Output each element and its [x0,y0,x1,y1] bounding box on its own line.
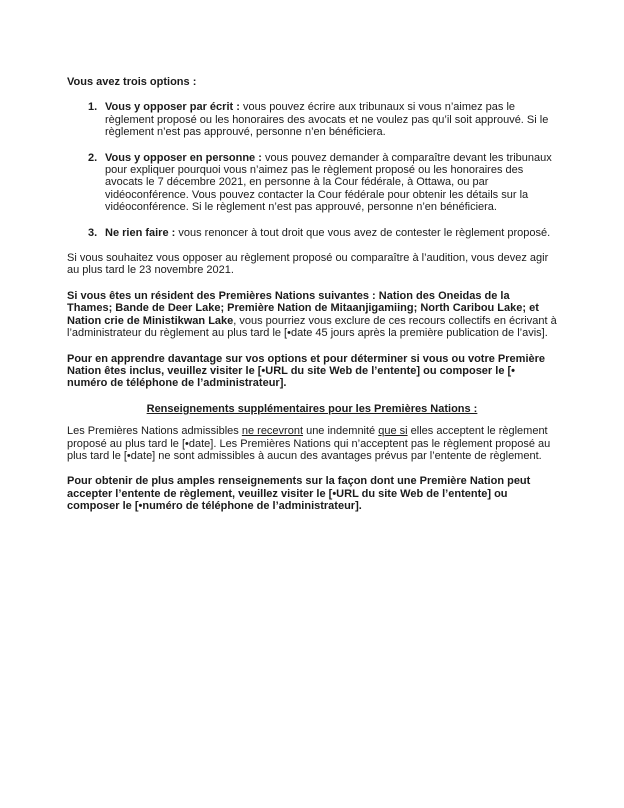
option-3-number: 3. [88,226,98,239]
option-2-number: 2. [88,151,98,164]
eligibility-segment-2: une indemnité [303,425,379,438]
option-1-body: vous pouvez écrire aux tribunaux si vous n’aimez pas le règlement proposé ou les honoraires des avocats et ne voulez pas qu’il soit approuvé. Si le règlement n’est pas approuvé, personne n’en bénéficiera. [105,101,549,139]
option-2-body: vous pouvez demander à comparaître devant les tribunaux pour expliquer pourquoi vous n’aimez pas le règlement proposé ou les honoraires des avocats le 7 décembre 2021, en personne à la Cour fédérale, à Ottawa, ou par vidéoconférence. Vous pouvez contacter la Cour fédérale pour obtenir les détails sur la vidéoconférence. Si le règlement n’est pas approuvé, personne n’en bénéficiera. [105,151,552,214]
list-item-option-1 [67,101,557,138]
eligibility-underlined-2: que si [378,425,408,438]
options-list [67,101,557,239]
deadline-paragraph: Si vous souhaitez vous opposer au règlement proposé ou comparaître à l’audition, vous devez agir au plus tard le 23 novembre 2021. [67,252,549,277]
resident-optout-regular-text: , vous pourriez vous exclure de ces recours collectifs en écrivant à l’administrateur du règlement au plus tard le [•date 45 jours après la première publication de l’avis]. [67,314,557,340]
option-1-lead: Vous y opposer par écrit : [105,101,240,114]
eligibility-segment-1: Les Premières Nations admissibles [67,425,242,438]
option-2-lead: Vous y opposer en personne : [105,151,262,164]
supplementary-heading-text: Renseignements supplémentaires pour les Premières Nations : [146,402,478,415]
option-1-number: 1. [88,101,98,114]
more-info-paragraph: Pour obtenir de plus amples renseignements sur la façon dont une Première Nation peut accepter l’entente de règlement, veuillez visiter le [•URL du site Web de l’entente] ou composer le [•numéro de téléphone de l’administrateur]. [67,475,531,513]
resident-optout-bold-text: Si vous êtes un résident des Premières Nations suivantes : Nation des Oneidas de la Thames; Bande de Deer Lake; Première Nation de Mitaanjigamiing; North Caribou Lake; et Nation crie de Ministikwan Lake [67,289,539,327]
resident-optout-paragraph [67,290,557,340]
eligibility-underlined-1: ne recevront [241,425,304,438]
list-item-option-3 [67,227,557,239]
intro-line: Vous avez trois options : [67,76,197,88]
supplementary-heading [67,403,557,415]
eligibility-segment-3: elles acceptent le règlement proposé au plus tard le [•date]. Les Premières Nations qui n’acceptent pas le règlement proposé au plus tard le [•date] ne sont admissibles à aucun des avantages prévus par l’entente de règlement. [67,425,551,462]
eligibility-paragraph [67,425,557,462]
learn-more-paragraph: Pour en apprendre davantage sur vos options et pour déterminer si vous ou votre Première Nation êtes inclus, veuillez visiter le [•URL du site Web de l’entente] ou composer le [• numéro de téléphone de l’administrateur]. [67,352,546,390]
list-item-option-2 [67,152,557,214]
option-3-lead: Ne rien faire : [105,226,176,239]
option-3-body: vous renoncer à tout droit que vous avez de contester le règlement proposé. [175,226,551,239]
